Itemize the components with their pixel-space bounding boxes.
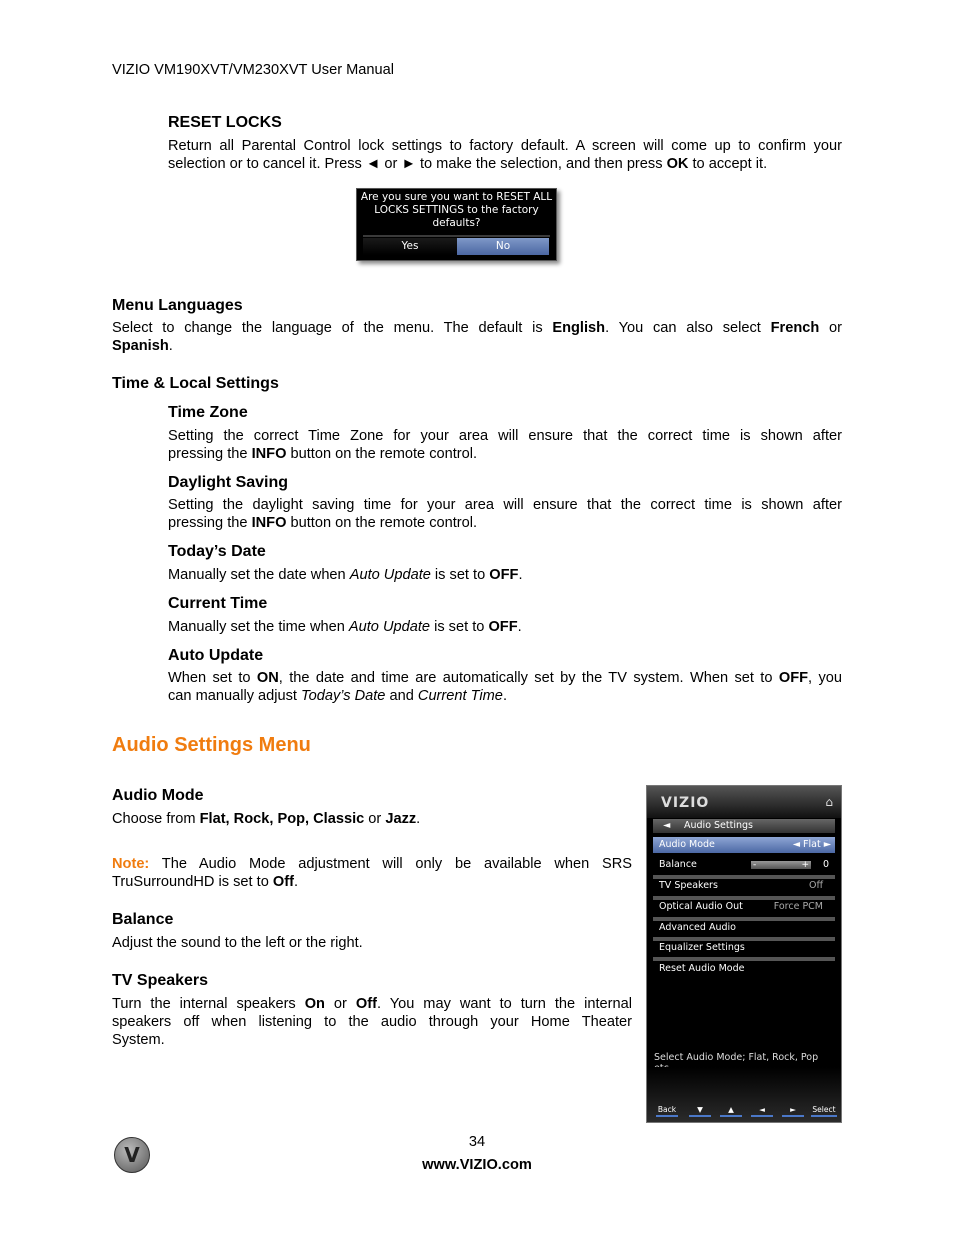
audio-mode-heading: Audio Mode xyxy=(112,787,204,804)
footer-url: www.VIZIO.com xyxy=(422,1157,532,1173)
daylight-saving-heading: Daylight Saving xyxy=(168,474,289,491)
tv-speakers-line3: System. xyxy=(112,1032,165,1048)
audio-mode-text: Choose from Flat, Rock, Pop, Classic or Jazz. xyxy=(112,811,421,827)
menu-hint-text: Select Audio Mode; Flat, Rock, Pop xyxy=(654,1052,819,1063)
dialog-message-line3: defaults? xyxy=(432,217,481,229)
dialog-yes-button: Yes xyxy=(363,238,457,255)
audio-settings-heading: Audio Settings Menu xyxy=(112,734,311,756)
time-zone-line2: pressing the INFO button on the remote control. xyxy=(168,446,478,462)
menu-row-tv-speakers: TV Speakers Off xyxy=(659,880,823,891)
tv-speakers-heading: TV Speakers xyxy=(112,972,209,989)
balance-slider: - + xyxy=(753,860,809,870)
note-label: Note: xyxy=(112,856,150,872)
menu-languages-line2: Spanish. xyxy=(112,338,173,354)
manual-title: VIZIO VM190XVT/VM230XVT User Manual xyxy=(112,62,394,78)
menu-row-optical-audio-out: Optical Audio Out Force PCM xyxy=(659,901,823,912)
key-left: ◄ xyxy=(751,1105,773,1117)
balance-heading: Balance xyxy=(112,911,174,928)
reset-locks-line1: Return all Parental Control lock settings to factory default. A screen will come up to confirm your xyxy=(168,138,842,154)
reset-locks-dialog xyxy=(356,188,557,261)
menu-row-advanced-audio: Advanced Audio xyxy=(659,922,736,933)
key-back: Back xyxy=(656,1105,678,1117)
menu-row-equalizer-settings: Equalizer Settings xyxy=(659,942,745,953)
menu-row-audio-mode: Audio Mode ◄ Flat ► xyxy=(653,837,835,853)
vizio-logo: VIZIO xyxy=(661,795,710,811)
home-icon: ⌂ xyxy=(825,795,833,809)
auto-update-line2: can manually adjust Today’s Date and Current Time. xyxy=(168,688,507,704)
time-zone-line1: Setting the correct Time Zone for your area will ensure that the correct time is shown after xyxy=(168,428,842,444)
menu-row-balance: Balance - + 0 xyxy=(659,859,829,870)
todays-date-heading: Today’s Date xyxy=(168,543,266,560)
tv-audio-settings-screenshot xyxy=(646,785,842,1123)
key-select: Select xyxy=(811,1105,837,1117)
daylight-saving-line1: Setting the daylight saving time for your area will ensure that the correct time is shown after xyxy=(168,497,842,513)
reset-locks-line2: selection or to cancel it. Press ◄ or ► to make the selection, and then press OK to accept it. xyxy=(168,156,768,172)
dialog-message-line1: Are you sure you want to RESET ALL xyxy=(360,191,553,203)
current-time-heading: Current Time xyxy=(168,595,268,612)
auto-update-heading: Auto Update xyxy=(168,647,264,664)
tv-speakers-line2: speakers off when listening to the audio through your Home Theater xyxy=(112,1014,632,1030)
auto-update-line1: When set to ON, the date and time are automatically set by the TV system. When set to OFF, you xyxy=(168,670,842,686)
reset-locks-heading: RESET LOCKS xyxy=(168,114,282,131)
dialog-no-button: No xyxy=(457,238,549,255)
current-time-text: Manually set the time when Auto Update is set to OFF. xyxy=(168,619,522,635)
menu-languages-heading: Menu Languages xyxy=(112,297,243,314)
note-line2: TruSurroundHD is set to Off. xyxy=(112,874,298,890)
submenu-title: Audio Settings xyxy=(684,820,753,831)
key-up: ▲ xyxy=(720,1105,742,1117)
todays-date-text: Manually set the date when Auto Update is set to OFF. xyxy=(168,567,523,583)
back-arrow-icon: ◄ xyxy=(663,820,671,831)
tv-speakers-line1: Turn the internal speakers On or Off. You may want to turn the internal xyxy=(112,996,632,1012)
time-local-heading: Time & Local Settings xyxy=(112,375,279,392)
page-number: 34 xyxy=(468,1134,486,1150)
menu-row-reset-audio-mode: Reset Audio Mode xyxy=(659,963,745,974)
key-down: ▼ xyxy=(689,1105,711,1117)
vizio-v-logo: V xyxy=(114,1137,150,1173)
dialog-message-line2: LOCKS SETTINGS to the factory xyxy=(374,204,539,216)
menu-languages-line1: Select to change the language of the menu. The default is English. You can also select French or xyxy=(112,320,842,336)
key-right: ► xyxy=(782,1105,804,1117)
balance-text: Adjust the sound to the left or the right. xyxy=(112,935,363,951)
submenu-bar xyxy=(653,819,835,833)
note-line1: Note: The Audio Mode adjustment will only be available when SRS xyxy=(112,856,632,872)
time-zone-heading: Time Zone xyxy=(168,404,248,421)
daylight-saving-line2: pressing the INFO button on the remote control. xyxy=(168,515,478,531)
